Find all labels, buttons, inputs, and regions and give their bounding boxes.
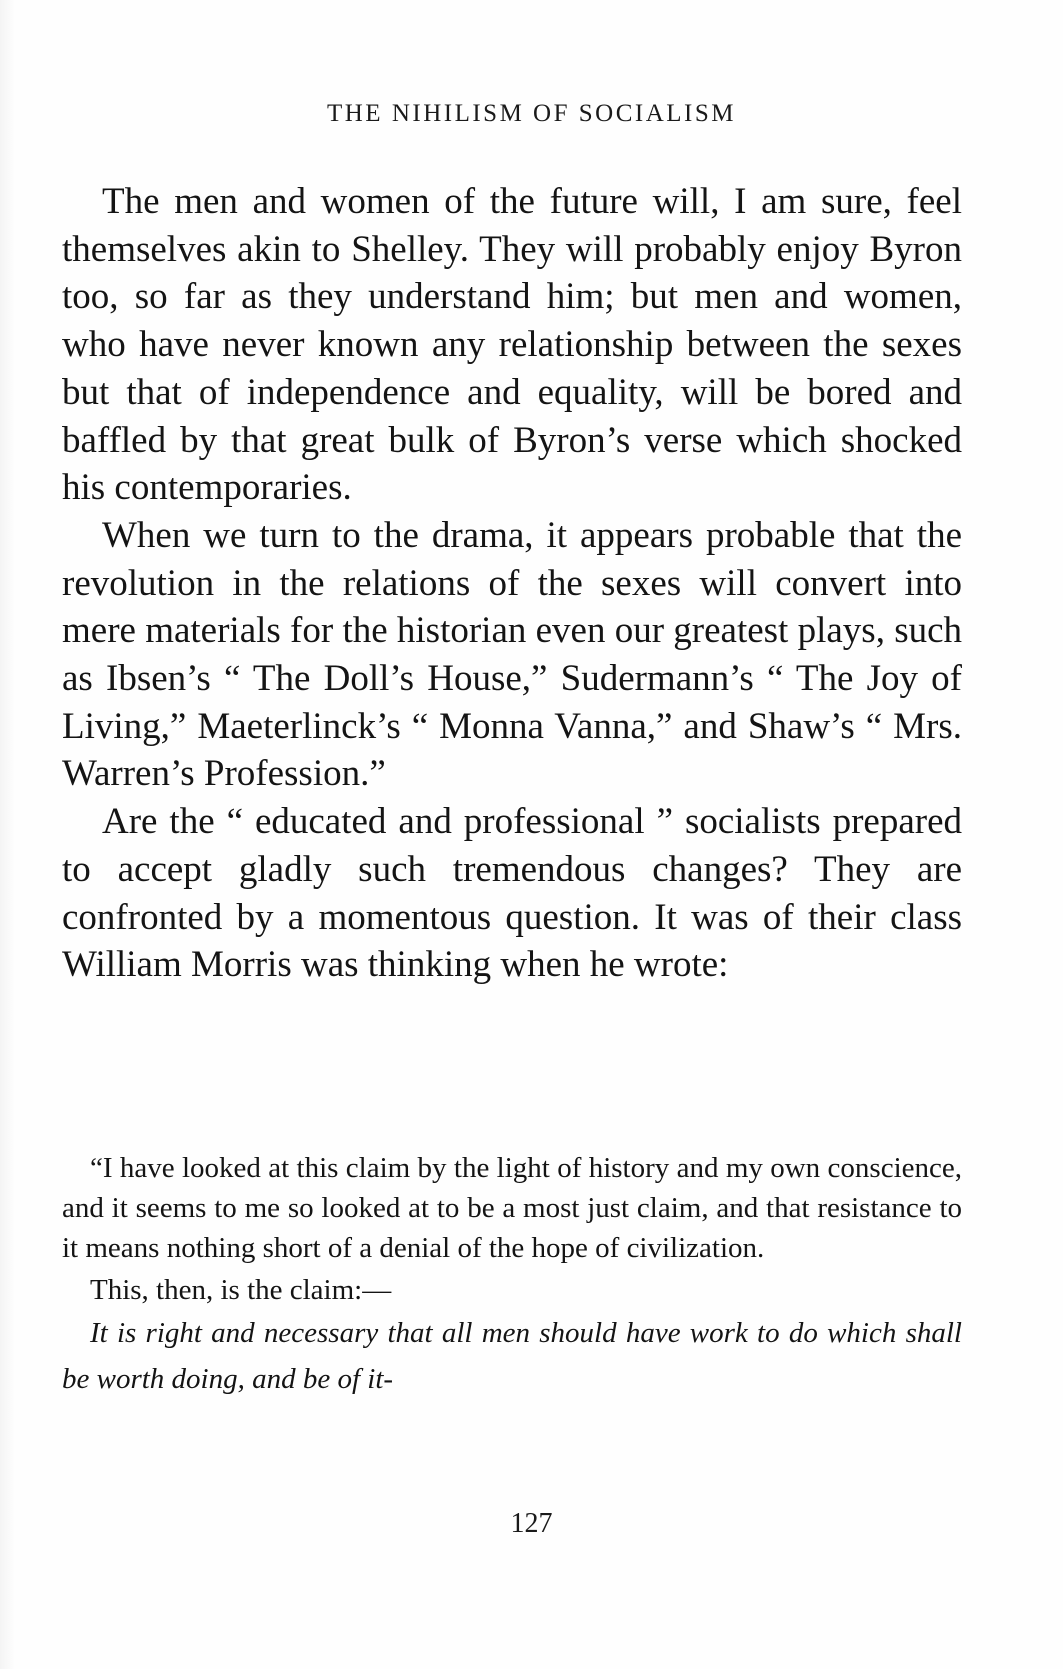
paragraph-drama: When we turn to the drama, it appears probable that the revolution in the relations of the sexes will convert into mere materials for the historian even our greatest plays, such as Ibsen’s “ The Doll’s House,” Sudermann’s “ The Joy of Living,” Maeterlinck’s “ Monna Vanna,” and Shaw’s “ Mrs. Warren’s Profession.” [62, 514, 963, 795]
page-edge [0, 0, 14, 1669]
quote-paragraph: “I have looked at this claim by the light of history and my own conscience, and it seems to me so looked at to be a most just claim, and that resistance to it means nothing short of a denial of the hope of civilization. [62, 1152, 962, 1264]
paragraph-socialists: Are the “ educated and professional ” socialists prepared to accept gladly such tremendous changes? They are confronted by a momentous question. It was of their class William Morris was thinking when he wrote: [62, 801, 962, 986]
body-text [62, 178, 962, 989]
running-head: THE NIHILISM OF SOCIALISM [326, 100, 737, 127]
paragraph-shelley-byron: The men and women of the future will, I am sure, feel themselves akin to Shelley. They will probably enjoy Byron too, so far as they understand him; but men and women, who have never known any relationship between the sexes but that of independence and equality, will be bored and baffled by that great bulk of Byron’s verse which shocked his contemporaries. [62, 181, 962, 509]
claim-italic: It is right and necessary that all men should have work to do which shall be worth doing, and be of it- [62, 1317, 962, 1395]
morris-quotation [62, 1148, 962, 1402]
page-number: 127 [510, 1508, 553, 1539]
claim-intro: This, then, is the claim:— [90, 1274, 392, 1306]
